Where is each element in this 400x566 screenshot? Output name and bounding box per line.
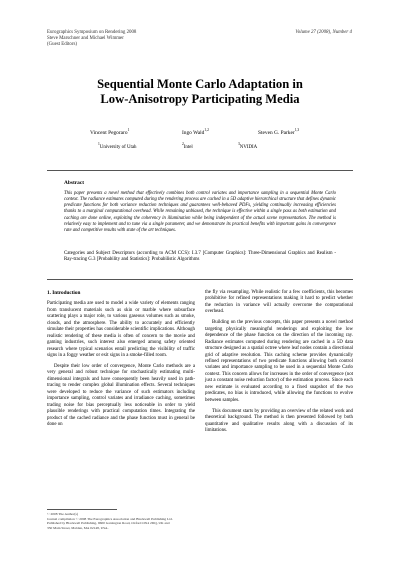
author-list [90,128,312,140]
abstract-bottom-rule [47,279,353,280]
affiliation-1: $^1$University of Utah [98,142,137,150]
footnote-line: Published by Blackwell Publishing, 9600 Garsington Road, Oxford OX4 2DQ, UK and [47,521,170,525]
footnote-rule [47,509,117,510]
paragraph: the fly via resampling. While realistic for a few coefficients, this becomes prohibitive for refined representations making it hard to predict whether the reduction in variance will actually overcome the computational overhead. [205,290,353,315]
editors-note: (Guest Editors) [47,42,78,48]
footnote-line: © 2008 The Author(s) [47,512,79,516]
affiliation-3: $^3$NVIDIA [238,142,258,150]
paragraph: Building on the previous concepts, this paper presents a novel method targeting physically meaningful renderings and exploiting the low dependence of the phase function on the direction of the incoming ray. Radiance estimates computed during rendering are cached in a 5D data structure designed as a spatial octree where leaf nodes contain a directional grid of adaptive resolution. This caching scheme provides dynamically refined representations of two predicate functions allowing both control variates and importance sampling to be used in a sequential Monte Carlo context. This concern allows for increases in the order of convergence (not just a constant noise reduction factor) of the estimation process. Since each new estimate is evaluated according to a fixed snapshot of the two predicates, no bias is introduced, while allowing the functions to evolve between samples. [205,320,353,403]
footnote-line: Journal compilation © 2008 The Eurographics Association and Blackwell Publishing Ltd. [47,516,173,521]
affiliation-list [90,142,312,150]
paper-title [40,77,360,106]
right-column [205,290,353,435]
author-2: Ingo Wald$^{1,2}$ [182,128,209,136]
volume-info: Volume 27 (2008), Number 4 [295,30,352,35]
journal-name: Eurographics Symposium on Rendering 2008 [47,30,137,35]
abstract-body: This paper presents a novel method that effectively combines both control variates and importance sampling in a sequential Monte Carlo context. The radiance estimates computed during the rendering process are cached in a 5D adaptive hierarchical structure that defines dynamic predicate functions for both variance reduction techniques and guarantees well-behaved PDFs, yielding continually increasing efficiencies thanks to a marginal computational overhead. While remaining unbiased, the technique is effective within a single pass as both estimation and caching are done online, exploiting the coherency in illumination while being independent of the actual scene representation. The method is relatively easy to implement and to tune via a single parameter, and we demonstrate its practical benefits with important gains in convergence rate and competitive results with state of the art techniques. [64,191,336,233]
journal-header [47,30,136,49]
footnote-line: 350 Main Street, Malden, MA 02148, USA. [47,525,109,530]
section-heading-introduction: 1. Introduction [47,290,81,296]
abstract-top-rule [47,170,353,171]
author-3: Steven G. Parker$^{1,3}$ [258,128,300,136]
acm-categories: Categories and Subject Descriptors (according to ACM CCS): I.3.7 [Computer Graphics]: Three-Dimensional Graphics and Realism - Ray-tracing G.3 [Probability and Statistics]: Probabilistic Algorithms [64,251,336,263]
paragraph: Despite their low order of convergence, Monte Carlo methods are a very general and robust technique for stochastically estimating multi-dimensional integrals and have consequently been heavily used in path-tracing to render complex global illumination effects. Several techniques were developed to reduce the variance of such estimators including importance sampling, control variates and irradiance caching, sometimes trading noise for bias perceptually less noticeable in order to yield plausible renderings with practical computation times. Integrating the product of the cached radiance and the phase function must in general be done on [47,364,195,428]
paragraph: Participating media are used to model a wide variety of elements ranging from translucent materials such as skin or marble where subsurface scattering plays a major role, to various gaseous volumes such as smoke, clouds, and the atmosphere. The ability to accurately and efficiently simulate their properties has considerable scientific implications. Although realistic rendering of these media is often of concern to the movie and gaming industries, such interest also emerged among safety oriented research where typical scenarios entail predicting the visibility of traffic signs in a foggy weather or exit signs in a smoke-filled room. [47,301,195,359]
abstract-heading: Abstract [64,180,85,186]
title-line-2: Low-Anisotropy Participating Media [100,91,300,106]
affiliation-2: $^2$Intel [182,142,193,150]
author-1: Vincent Pegoraro$^1$ [90,128,130,136]
paragraph: This document starts by providing an overview of the related work and theoretical background. The method is then presented followed by both quantitative and qualitative results along with a discussion of its limitations. [205,408,353,434]
left-column [47,290,195,429]
editors: Steve Marschner and Michael Wimmer [47,36,124,42]
copyright-footnote [47,512,197,530]
title-line-1: Sequential Monte Carlo Adaptation in [97,77,303,91]
